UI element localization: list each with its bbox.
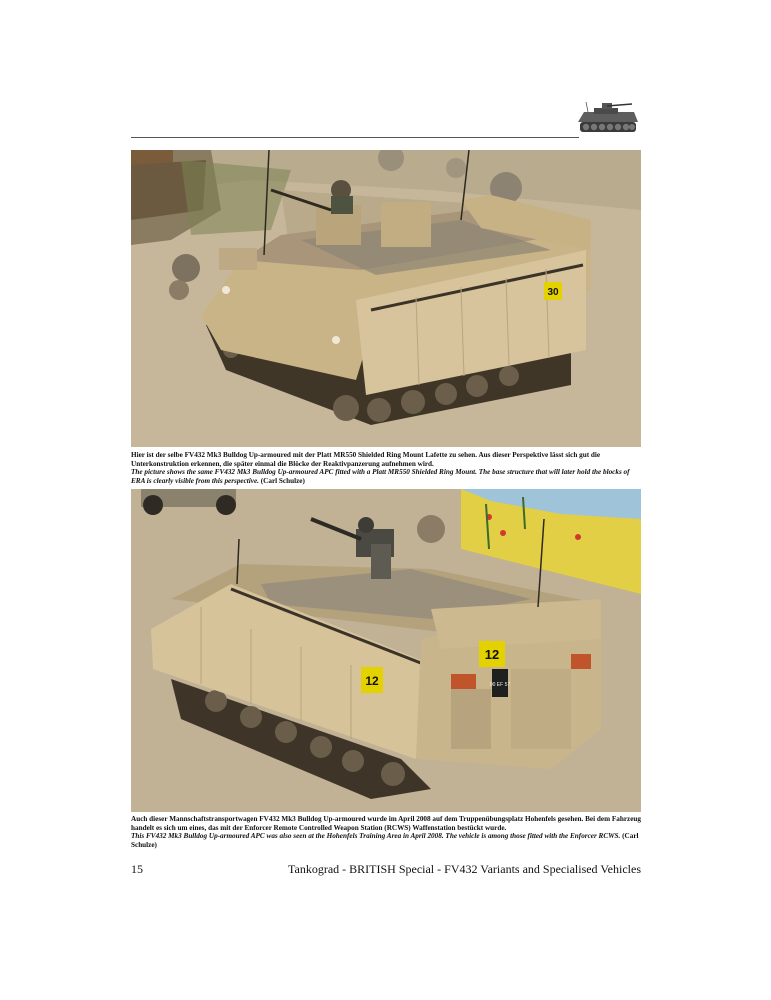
caption-english-text: The picture shows the same FV432 Mk3 Bulldog Up-armoured APC fitted with a Platt MR550 Shielded Ring Mount. The base structure that will later hold the blocks of ERA is clearly visible from this perspective. <box>131 468 630 485</box>
hull-number-rear: 12 <box>484 647 500 662</box>
tank-logo-icon <box>574 100 642 140</box>
photo-credit: (Carl Schulze) <box>131 832 639 849</box>
photo-caption-2 <box>131 815 641 849</box>
photo-caption-1 <box>131 451 641 485</box>
header-rule <box>131 137 579 138</box>
footer-title: Tankograd - BRITISH Special - FV432 Variants and Specialised Vehicles <box>288 862 641 876</box>
hull-number-side: 12 <box>365 674 379 688</box>
hull-number-plate: 30 <box>547 287 559 298</box>
registration-plate: 00 EF 57 <box>489 682 511 688</box>
vehicle-photo-enforcer-rcws <box>131 489 641 812</box>
caption-english-text: This FV432 Mk3 Bulldog Up-armoured APC was also seen at the Hohenfels Training Area in April 2008. The vehicle is among those fitted with the Enforcer RCWS. <box>131 832 623 841</box>
vehicle-photo-ring-mount <box>131 150 641 447</box>
page-number: 15 <box>131 862 143 876</box>
caption-german-text: Hier ist der selbe FV432 Mk3 Bulldog Up-armoured mit der Platt MR550 Shielded Ring Mount Lafette zu sehen. Aus dieser Perspektive lässt sich gut die Unterkonstruktion erkennen, die später einmal die Blöcke der Reaktivpanzerung aufnehmen wird. <box>131 451 601 468</box>
caption-german-text: Auch dieser Mannschaftstransportwagen FV432 Mk3 Bulldog Up-armoured wurde im April 2008 auf dem Truppenübungsplatz Hohenfels gesehen. Bei dem Fahrzeug handelt es sich um eines, das mit der Enforcer Remote Controlled Weapon Station (RCWS) Waffenstation bestückt wurde. <box>131 815 642 832</box>
photo-credit: (Carl Schulze) <box>260 476 305 485</box>
